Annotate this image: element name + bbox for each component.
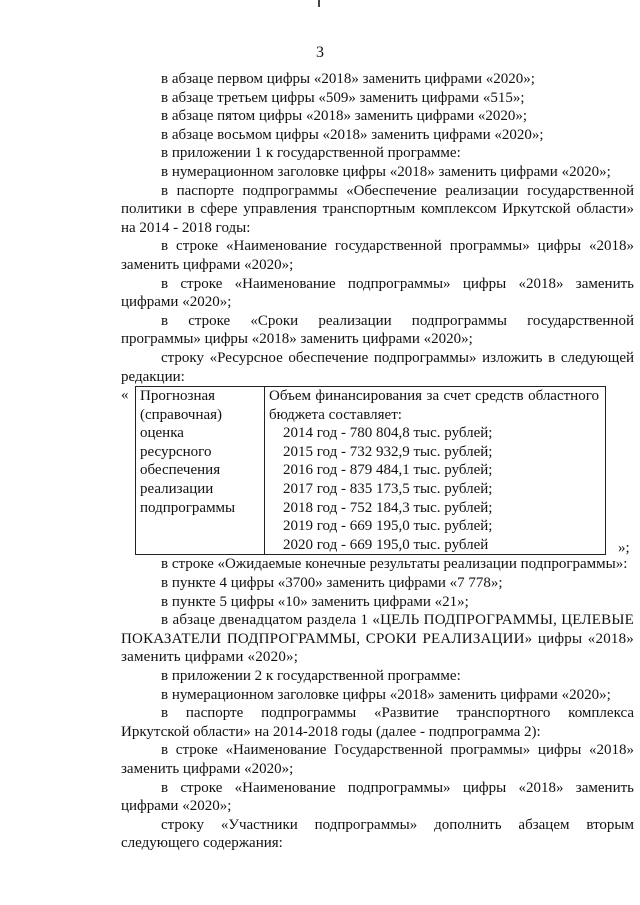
funding-year-line: 2019 год - 669 195,0 тыс. рублей; [283, 518, 493, 535]
scan-mark [318, 0, 320, 7]
paragraph: в абзаце пятом цифры «2018» заменить цифрами «2020»; [161, 108, 528, 125]
funding-year-line: 2014 год - 780 804,8 тыс. рублей; [283, 425, 493, 442]
table-row [136, 387, 606, 555]
row-label-cell [136, 387, 265, 555]
paragraph: в пункте 5 цифры «10» заменить цифрами «21»; [161, 593, 469, 610]
close-quote: »; [618, 539, 630, 556]
row-value-cell [265, 387, 606, 555]
paragraph: в пункте 4 цифры «3700» заменить цифрами «7 778»; [161, 575, 503, 592]
paragraph: в абзаце двенадцатом раздела 1 «ЦЕЛЬ ПОДПРОГРАММЫ, ЦЕЛЕВЫЕ ПОКАЗАТЕЛИ ПОДПРОГРАММЫ, СРОКИ РЕАЛИЗАЦИИ» цифры «2018» заменить цифрами «2020»; [121, 612, 634, 666]
paragraph: в абзаце третьем цифры «509» заменить цифрами «515»; [161, 89, 525, 106]
funding-year-line: 2016 год - 879 484,1 тыс. рублей; [283, 462, 493, 479]
row-label-line: подпрограммы [140, 499, 236, 516]
row-label-line: (справочная) [140, 406, 223, 423]
resource-table-block [121, 386, 634, 555]
paragraph: в нумерационном заголовке цифры «2018» заменить цифрами «2020»; [161, 686, 611, 703]
row-label-line: оценка [140, 425, 184, 442]
paragraph: строку «Участники подпрограммы» дополнить абзацем вторым следующего содержания: [121, 816, 634, 852]
paragraph: в строке «Сроки реализации подпрограммы государственной программы» цифры «2018» заменить цифрами «2020»; [121, 312, 634, 348]
paragraph: в приложении 1 к государственной программе: [161, 145, 461, 162]
funding-year-line: 2020 год - 669 195,0 тыс. рублей [283, 536, 489, 553]
paragraph: в абзаце восьмом цифры «2018» заменить цифрами «2020»; [161, 126, 544, 143]
paragraph: в приложении 2 к государственной программе: [161, 668, 461, 684]
resource-table [135, 386, 606, 555]
paragraph: в строке «Наименование подпрограммы» цифры «2018» заменить цифрами «2020»; [121, 275, 634, 311]
funding-year-line: 2018 год - 752 184,3 тыс. рублей; [283, 499, 493, 516]
funding-year-line: 2015 год - 732 932,9 тыс. рублей; [283, 443, 493, 460]
row-label-line: Прогнозная [140, 388, 216, 405]
paragraph: в абзаце первом цифры «2018» заменить цифрами «2020»; [161, 71, 535, 87]
page-number: 3 [316, 44, 324, 61]
row-label-line: реализации [140, 481, 214, 498]
paragraph: в нумерационном заголовке цифры «2018» заменить цифрами «2020»; [161, 163, 611, 180]
paragraph: в строке «Наименование Государственной программы» цифры «2018» заменить цифрами «2020»; [121, 742, 634, 777]
document-body [121, 70, 634, 853]
paragraph: в паспорте подпрограммы «Развитие транспортного комплекса Иркутской области» на 2014-2018 годы (далее - подпрограмма 2): [121, 705, 634, 740]
funding-intro: Объем финансирования за счет средств областного бюджета составляет: [269, 388, 599, 423]
paragraph: в строке «Наименование государственной программы» цифры «2018» заменить цифрами «2020»; [121, 238, 634, 273]
paragraph: в строке «Наименование подпрограммы» цифры «2018» заменить цифрами «2020»; [121, 779, 634, 815]
funding-year-line: 2017 год - 835 173,5 тыс. рублей; [283, 481, 493, 498]
open-quote: « [121, 387, 129, 404]
paragraph: в паспорте подпрограммы «Обеспечение реализации государственной политики в сфере управления транспортным комплексом Иркутской области» на 2014 - 2018 годы: [121, 182, 634, 236]
row-label-line: обеспечения [140, 462, 221, 479]
row-label-line: ресурсного [140, 443, 212, 460]
paragraph: строку «Ресурсное обеспечение подпрограммы» изложить в следующей редакции: [121, 349, 634, 385]
paragraph: в строке «Ожидаемые конечные результаты реализации подпрограммы»: [161, 556, 628, 573]
